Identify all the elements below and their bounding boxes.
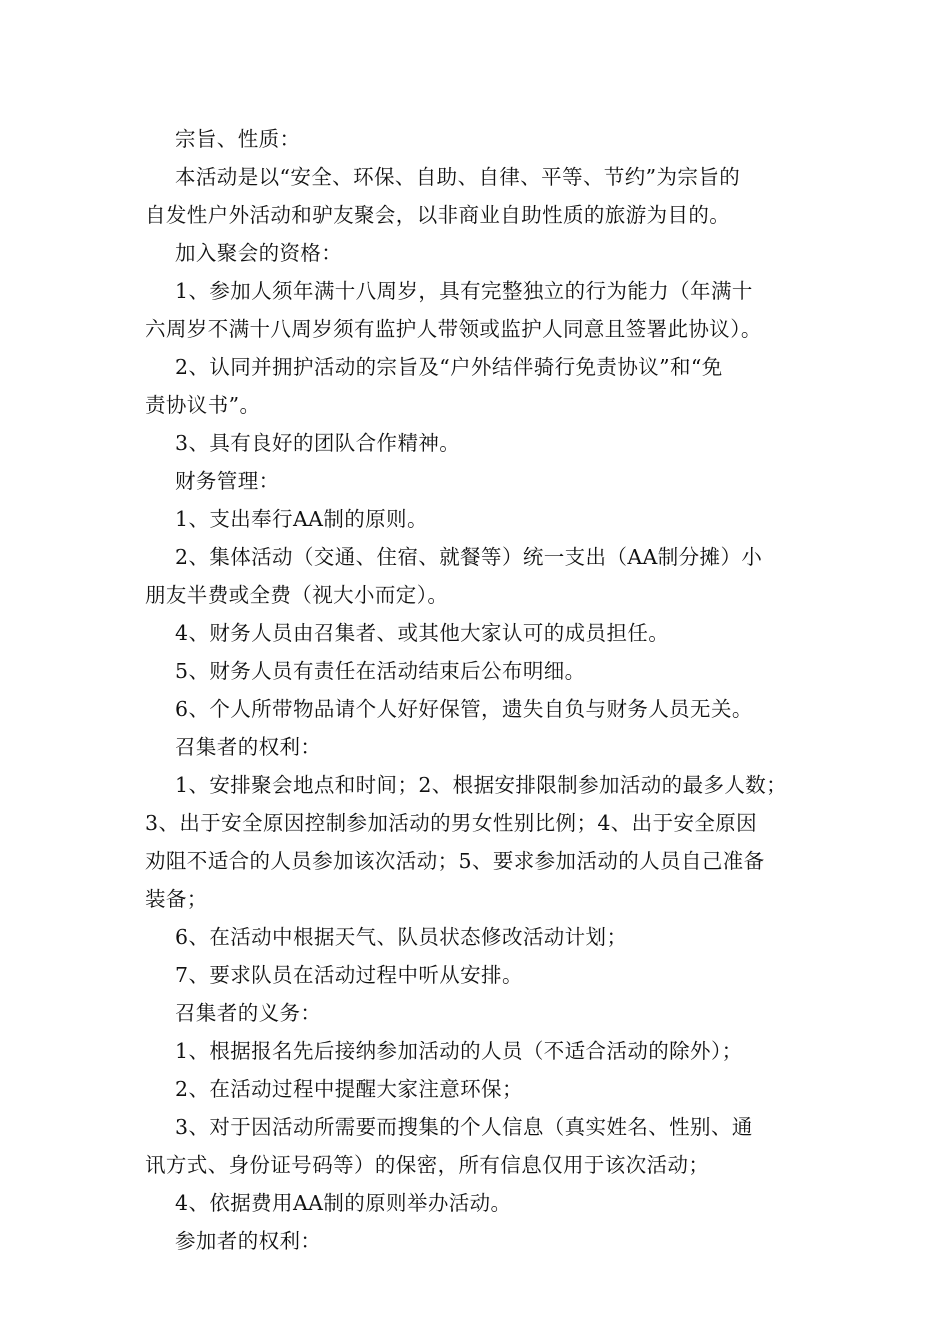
text-line: 1、参加人须年满十八周岁，具有完整独立的行为能力（年满十 <box>175 279 753 303</box>
section-heading-organizer-rights: 召集者的权利： <box>175 735 322 759</box>
text-line: 6、个人所带物品请个人好好保管，遗失自负与财务人员无关。 <box>175 697 753 721</box>
text-line: 2、认同并拥护活动的宗旨及“户外结伴骑行免责协议”和“免 <box>175 355 723 379</box>
text-line: 劝阻不适合的人员参加该次活动；5、要求参加活动的人员自己准备 <box>145 849 765 873</box>
text-line: 装备； <box>145 887 208 911</box>
section-heading-participant-rights: 参加者的权利： <box>175 1229 322 1253</box>
text-line: 4、依据费用AA制的原则举办活动。 <box>175 1191 512 1215</box>
text-line: 六周岁不满十八周岁须有监护人带领或监护人同意且签署此协议）。 <box>145 317 762 341</box>
text-line: 责协议书”。 <box>145 393 261 417</box>
text-line: 2、集体活动（交通、住宿、就餐等）统一支出（AA制分摊）小 <box>175 545 763 569</box>
section-heading-organizer-duties: 召集者的义务： <box>175 1001 322 1025</box>
text-line: 1、根据报名先后接纳参加活动的人员（不适合活动的除外）； <box>175 1039 743 1063</box>
document-body <box>145 120 815 1260</box>
text-line: 5、财务人员有责任在活动结束后公布明细。 <box>175 659 586 683</box>
text-line: 7、要求队员在活动过程中听从安排。 <box>175 963 523 987</box>
section-heading-eligibility: 加入聚会的资格： <box>175 241 343 265</box>
text-line: 朋友半费或全费（视大小而定）。 <box>145 583 449 607</box>
text-line: 3、对于因活动所需要而搜集的个人信息（真实姓名、性别、通 <box>175 1115 753 1139</box>
text-line: 3、出于安全原因控制参加活动的男女性别比例；4、出于安全原因 <box>145 811 758 835</box>
text-line: 1、支出奉行AA制的原则。 <box>175 507 428 531</box>
section-heading-finance: 财务管理： <box>175 469 280 493</box>
text-line: 4、财务人员由召集者、或其他大家认可的成员担任。 <box>175 621 670 645</box>
text-line: 讯方式、身份证号码等）的保密，所有信息仅用于该次活动； <box>145 1153 710 1177</box>
text-line: 2、在活动过程中提醒大家注意环保； <box>175 1077 523 1101</box>
text-line: 自发性户外活动和驴友聚会，以非商业自助性质的旅游为目的。 <box>145 203 731 227</box>
text-line: 1、安排聚会地点和时间；2、根据安排限制参加活动的最多人数； <box>175 773 788 797</box>
section-heading-purpose: 宗旨、性质： <box>175 127 301 151</box>
text-line: 3、具有良好的团队合作精神。 <box>175 431 461 455</box>
text-line: 本活动是以“安全、环保、自助、自律、平等、节约”为宗旨的 <box>175 165 741 189</box>
text-line: 6、在活动中根据天气、队员状态修改活动计划； <box>175 925 628 949</box>
